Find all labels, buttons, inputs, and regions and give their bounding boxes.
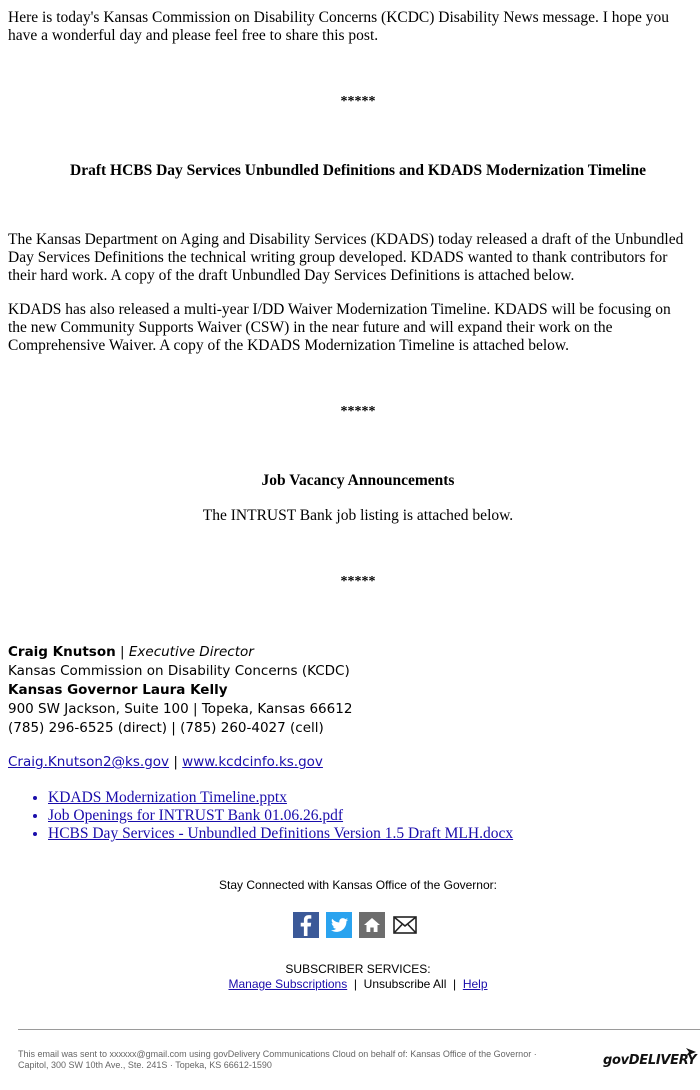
govdelivery-brand: govDELIVERY — [603, 1053, 697, 1068]
subscriber-separator: | — [446, 977, 463, 991]
contact-links — [8, 753, 323, 772]
attachment-item — [48, 807, 513, 825]
subscriber-links — [0, 976, 700, 992]
link-separator: | — [169, 754, 183, 770]
intro-paragraph — [8, 9, 700, 45]
twitter-icon[interactable] — [326, 912, 352, 938]
signature-org: Kansas Commission on Disability Concerns (KCDC) — [8, 663, 350, 679]
section1-paragraph-2 — [8, 301, 700, 355]
signature-name-line — [8, 643, 352, 662]
footer-divider — [18, 1029, 700, 1030]
footer-line-2: Capitol, 300 SW 10th Ave., Ste. 241S · Topeka, KS 66612-1590 — [18, 1060, 272, 1070]
subscriber-heading: SUBSCRIBER SERVICES: — [285, 962, 431, 976]
section1-paragraph-1 — [8, 231, 700, 285]
attachment-link-hcbs[interactable]: HCBS Day Services - Unbundled Definitions Version 1.5 Draft MLH.docx — [48, 825, 514, 842]
attachment-item — [48, 789, 513, 807]
signature-address: 900 SW Jackson, Suite 100 | Topeka, Kansas 66612 — [8, 701, 353, 717]
text-line: Comprehensive Waiver. A copy of the KDADS Modernization Timeline is attached below. — [8, 337, 569, 354]
section-title-hcbs: Draft HCBS Day Services Unbundled Definitions and KDADS Modernization Timeline — [70, 162, 646, 179]
text-line: the new Community Supports Waiver (CSW) in the near future and will expand their work on the — [8, 319, 613, 336]
signature-governor: Kansas Governor Laura Kelly — [8, 682, 228, 698]
intro-line-1: Here is today's Kansas Commission on Disability Concerns (KCDC) Disability News message. I hope you — [8, 9, 670, 26]
separator-1: ***** — [340, 94, 376, 109]
footer-line-1: This email was sent to xxxxxx@gmail.com using govDelivery Communications Cloud on behalf of: Kansas Office of the Governor · — [18, 1049, 537, 1059]
intro-line-2: have a wonderful day and please feel free to share this post. — [8, 27, 379, 44]
jobs-text: The INTRUST Bank job listing is attached below. — [202, 507, 514, 524]
facebook-icon[interactable] — [293, 912, 319, 938]
email-icon[interactable] — [392, 912, 418, 938]
govdelivery-swoosh-icon — [685, 1047, 697, 1057]
signature-block — [8, 643, 352, 738]
text-line: their hard work. A copy of the draft Unbundled Day Services Definitions is attached below. — [8, 267, 575, 284]
govdelivery-logo[interactable] — [603, 1051, 696, 1069]
text-line: Day Services Definitions the technical writing group developed. KDADS wanted to thank contributors for — [8, 249, 668, 266]
signature-role: Executive Director — [128, 644, 254, 660]
website-link[interactable]: www.kcdcinfo.ks.gov — [182, 754, 323, 770]
contact-links-line — [8, 753, 323, 772]
attachment-item — [48, 825, 513, 843]
attachment-list — [0, 789, 513, 843]
signature-separator: | — [115, 644, 129, 660]
unsubscribe-all-link[interactable]: Unsubscribe All — [363, 977, 447, 991]
section-title-jobs: Job Vacancy Announcements — [261, 472, 455, 489]
separator-3: ***** — [340, 574, 376, 589]
text-line: KDADS has also released a multi-year I/DD Waiver Modernization Timeline. KDADS will be focusing on — [8, 301, 671, 318]
subscriber-separator: | — [347, 977, 364, 991]
text-line: The Kansas Department on Aging and Disability Services (KDADS) today released a draft of the Unbundled — [8, 231, 684, 248]
help-link[interactable]: Help — [462, 977, 488, 991]
social-icons — [293, 912, 418, 938]
signature-phones: (785) 296-6525 (direct) | (785) 260-4027 (cell) — [8, 720, 324, 736]
attachment-link-intrust[interactable]: Job Openings for INTRUST Bank 01.06.26.pdf — [48, 807, 344, 824]
email-link[interactable]: Craig.Knutson2@ks.gov — [8, 754, 170, 770]
signature-name: Craig Knutson — [8, 644, 116, 660]
attachment-link-timeline[interactable]: KDADS Modernization Timeline.pptx — [48, 789, 287, 806]
stay-connected-text: Stay Connected with Kansas Office of the Governor: — [219, 878, 497, 892]
manage-subscriptions-link[interactable]: Manage Subscriptions — [228, 977, 348, 991]
footer-text — [18, 1049, 537, 1071]
home-icon[interactable] — [359, 912, 385, 938]
separator-2: ***** — [340, 404, 376, 419]
